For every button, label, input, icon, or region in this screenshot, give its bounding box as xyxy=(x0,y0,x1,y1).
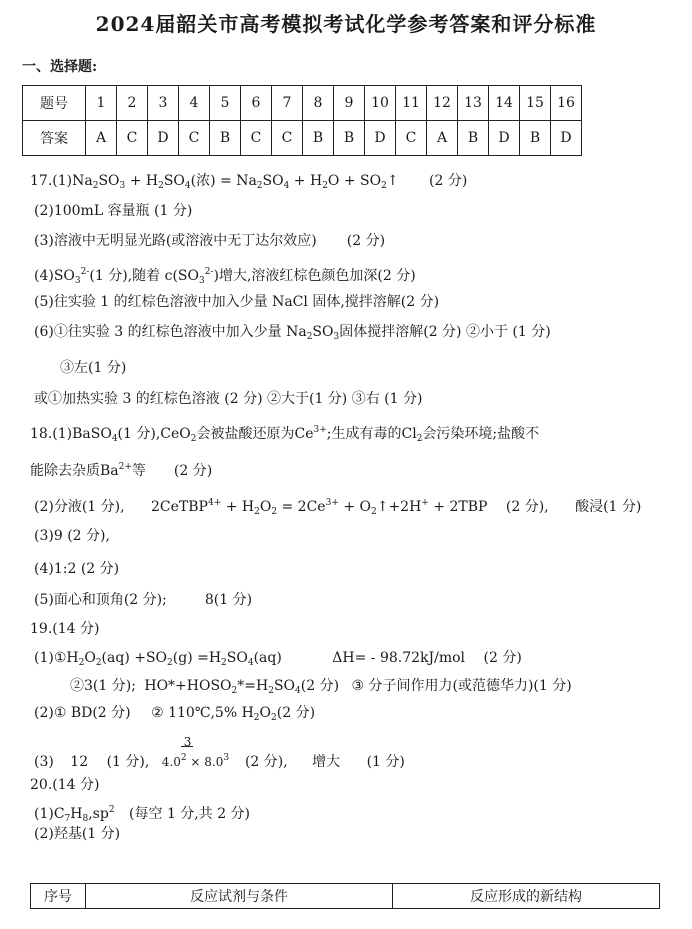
answer-cell: C xyxy=(179,121,210,156)
q18-line-4: (3)9 (2 分), xyxy=(34,528,110,544)
question-number-cell: 15 xyxy=(520,86,551,121)
table-row xyxy=(23,86,582,121)
reaction-table xyxy=(30,883,660,909)
q19-line-4: (3) 12 (1 分), 3 $4.0^2 \times 8.0^3$ (2 分), 增大 (1 分) xyxy=(34,735,405,770)
question-number-cell: 6 xyxy=(241,86,272,121)
q17-line-8: 或①加热实验 3 的红棕色溶液 (2 分) ②大于(1 分) ③右 (1 分) xyxy=(34,391,423,407)
question-number-cell: 2 xyxy=(117,86,148,121)
answer-cell: B xyxy=(520,121,551,156)
question-number-cell: 7 xyxy=(272,86,303,121)
answer-cell: D xyxy=(365,121,396,156)
answer-cell: A xyxy=(427,121,458,156)
q20-line-1: $(1)C_7H_8,sp^2$ (每空 1 分,共 2 分) xyxy=(34,805,251,824)
q17-line-3: (3)溶液中无明显光路(或溶液中无丁达尔效应) (2 分) xyxy=(34,233,386,249)
question-number-cell: 16 xyxy=(551,86,582,121)
page-title: 2024届韶关市高考模拟考试化学参考答案和评分标准 xyxy=(95,12,597,36)
question-number-cell: 8 xyxy=(303,86,334,121)
table-row xyxy=(23,121,582,156)
answer-cell: B xyxy=(210,121,241,156)
q17-line-5: (5)往实验 1 的红棕色溶液中加入少量 NaCl 固体,搅拌溶解(2 分) xyxy=(34,294,440,310)
section-heading: 一、选择题: xyxy=(22,59,98,75)
answer-cell: B xyxy=(458,121,489,156)
question-number-cell: 3 xyxy=(148,86,179,121)
question-number-cell: 10 xyxy=(365,86,396,121)
answer-cell: A xyxy=(86,121,117,156)
q17-line-7: ③左(1 分) xyxy=(60,360,127,376)
q19-line-1: $(1)①H_2O_2(aq) +SO_2(g) =H_2SO_4(aq)$ ΔH= - 98.72kJ/mol (2 分) xyxy=(34,650,522,668)
answer-cell: B xyxy=(334,121,365,156)
question-number-cell: 11 xyxy=(396,86,427,121)
q18-line-6: (5)面心和顶角(2 分); 8(1 分) xyxy=(34,592,253,608)
q19-line-2: ②3(1 分); $HO*+HOSO_2*=H_2SO_4(2$ 分) ③ 分子间作用力(或范德华力)(1 分) xyxy=(70,678,572,696)
col-header-reagents: 反应试剂与条件 xyxy=(86,884,393,909)
q17-line-6: (6)①往实验 3 的红棕色溶液中加入少量 $Na_2SO_3$固体搅拌溶解(2 分) ②小于 (1 分) xyxy=(34,324,551,342)
question-number-cell: 13 xyxy=(458,86,489,121)
answer-cell: D xyxy=(489,121,520,156)
q19-line-3: (2)① BD(2 分) ② 110℃,5% $H_2O_2(2$ 分) xyxy=(34,705,316,723)
col-header-structure: 反应形成的新结构 xyxy=(393,884,660,909)
q18-line-5: (4)1:2 (2 分) xyxy=(34,561,120,577)
answer-cell: D xyxy=(551,121,582,156)
q19-heading: 19.(14 分) xyxy=(30,621,100,637)
q18-line-2: 能除去杂质$Ba^{2+}$等 (2 分) xyxy=(30,462,213,479)
question-number-cell: 4 xyxy=(179,86,210,121)
answer-cell: C xyxy=(272,121,303,156)
answer-cell: D xyxy=(148,121,179,156)
row-label-answer: 答案 xyxy=(23,121,86,156)
q17-line-2: (2)100mL 容量瓶 (1 分) xyxy=(34,203,193,219)
row-label-number: 题号 xyxy=(23,86,86,121)
answer-cell: C xyxy=(396,121,427,156)
q20-heading: 20.(14 分) xyxy=(30,777,100,793)
question-number-cell: 9 xyxy=(334,86,365,121)
q20-line-2: (2)羟基(1 分) xyxy=(34,826,121,842)
q17-line-4: $(4)SO_3^{2-}(1$ 分),随着 $c(SO_3^{2-})$增大,溶液红棕色颜色加深(2 分) xyxy=(34,267,416,286)
question-number-cell: 14 xyxy=(489,86,520,121)
answer-cell: C xyxy=(241,121,272,156)
q18-line-1: 18.(1)BaSO$_4$(1 分),CeO$_2$会被盐酸还原为$Ce^{3+}$;生成有毒的$Cl_2$会污染环境;盐酸不 xyxy=(30,425,540,444)
q17-line-1: $17.(1)Na_2SO_3 + H_2SO_4$(浓) = $Na_2SO_4 + H_2O$ + $SO_2↑$ (2 分) xyxy=(30,173,468,191)
q19-expression: 3 $4.0^2 \times 8.0^3$ xyxy=(161,735,230,769)
question-number-cell: 1 xyxy=(86,86,117,121)
answer-cell: B xyxy=(303,121,334,156)
question-number-cell: 12 xyxy=(427,86,458,121)
col-header-number: 序号 xyxy=(31,884,86,909)
table-row xyxy=(31,884,660,909)
answer-cell: C xyxy=(117,121,148,156)
question-number-cell: 5 xyxy=(210,86,241,121)
answer-table xyxy=(22,85,582,156)
q18-line-3: (2)分液(1 分), 2CeTBP$^{4+}$ + $H_2O_2 = 2Ce^{3+}$ + $O_2↑+2H^+ + 2TBP$ (2 分), 酸浸(1 分) xyxy=(34,498,642,517)
